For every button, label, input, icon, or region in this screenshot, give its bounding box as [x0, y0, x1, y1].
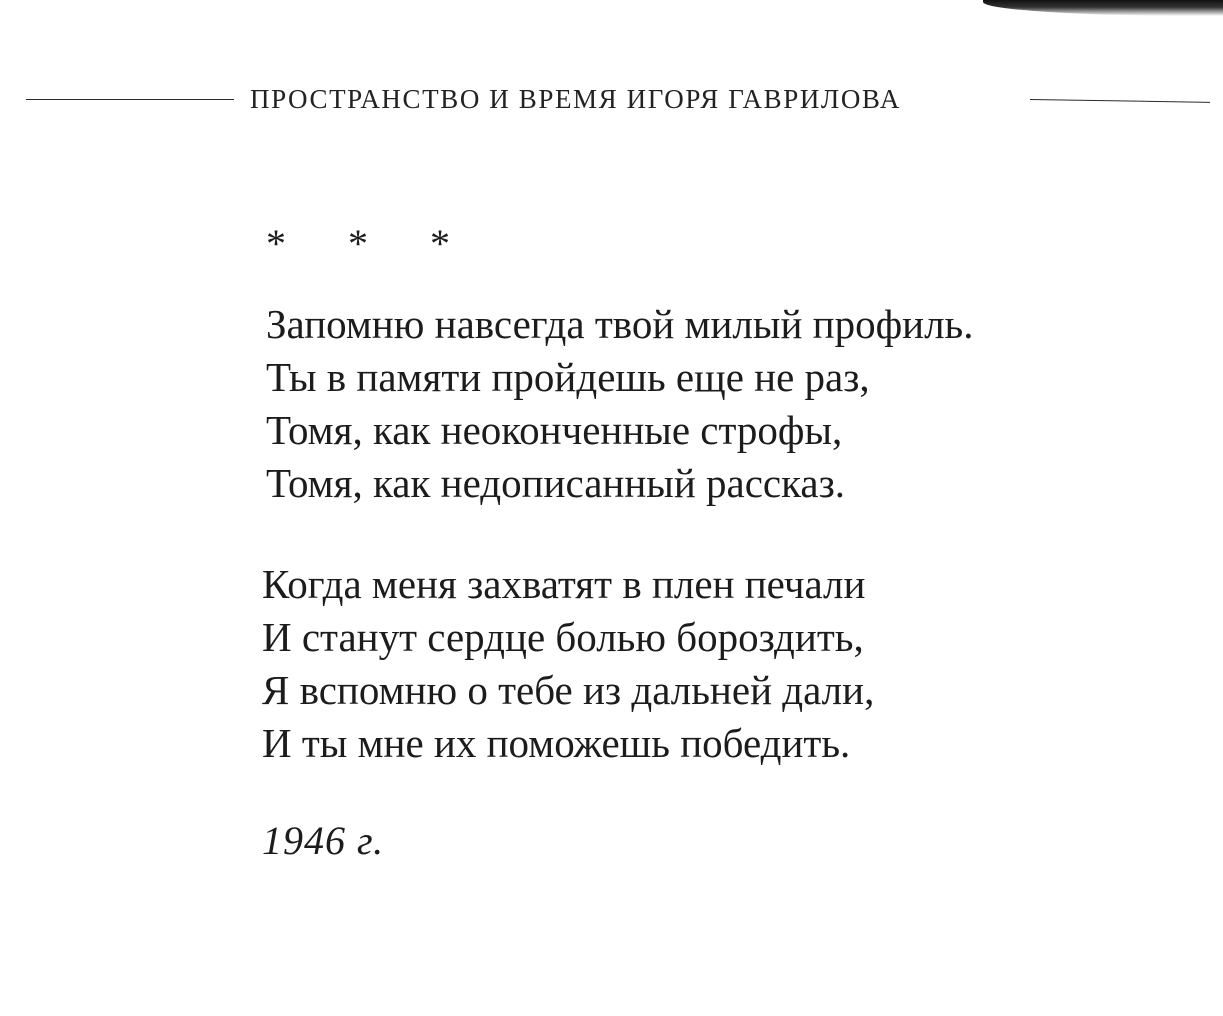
- poem-line: И станут сердце болью бороздить,: [262, 614, 864, 660]
- poem-line: Когда меня захватят в плен печали: [262, 561, 866, 607]
- poem-line: И ты мне их поможешь победить.: [262, 720, 851, 766]
- page-edge-shadow: [983, 0, 1223, 16]
- stanza-2: [262, 558, 1122, 770]
- poem-line: Запомню навсегда твой милый профиль.: [266, 301, 974, 347]
- poem-line: Томя, как неоконченные строфы,: [266, 407, 843, 453]
- header-rule-right: [1030, 99, 1210, 103]
- poem-line: Томя, как недописанный рассказ.: [266, 460, 846, 506]
- header-title: ПРОСТРАНСТВО И ВРЕМЯ ИГОРЯ ГАВРИЛОВА: [250, 84, 901, 114]
- poem-line: Я вспомню о тебе из дальней дали,: [262, 667, 875, 713]
- poem-line: Ты в памяти пройдешь еще не раз,: [266, 354, 870, 400]
- poem: [262, 220, 1122, 866]
- poem-date: 1946 г.: [262, 818, 385, 863]
- stanza-1: [262, 298, 1122, 510]
- poem-separator-asterisks: * * *: [266, 221, 476, 266]
- header-rule-left: [26, 99, 234, 100]
- running-header: [0, 80, 1223, 120]
